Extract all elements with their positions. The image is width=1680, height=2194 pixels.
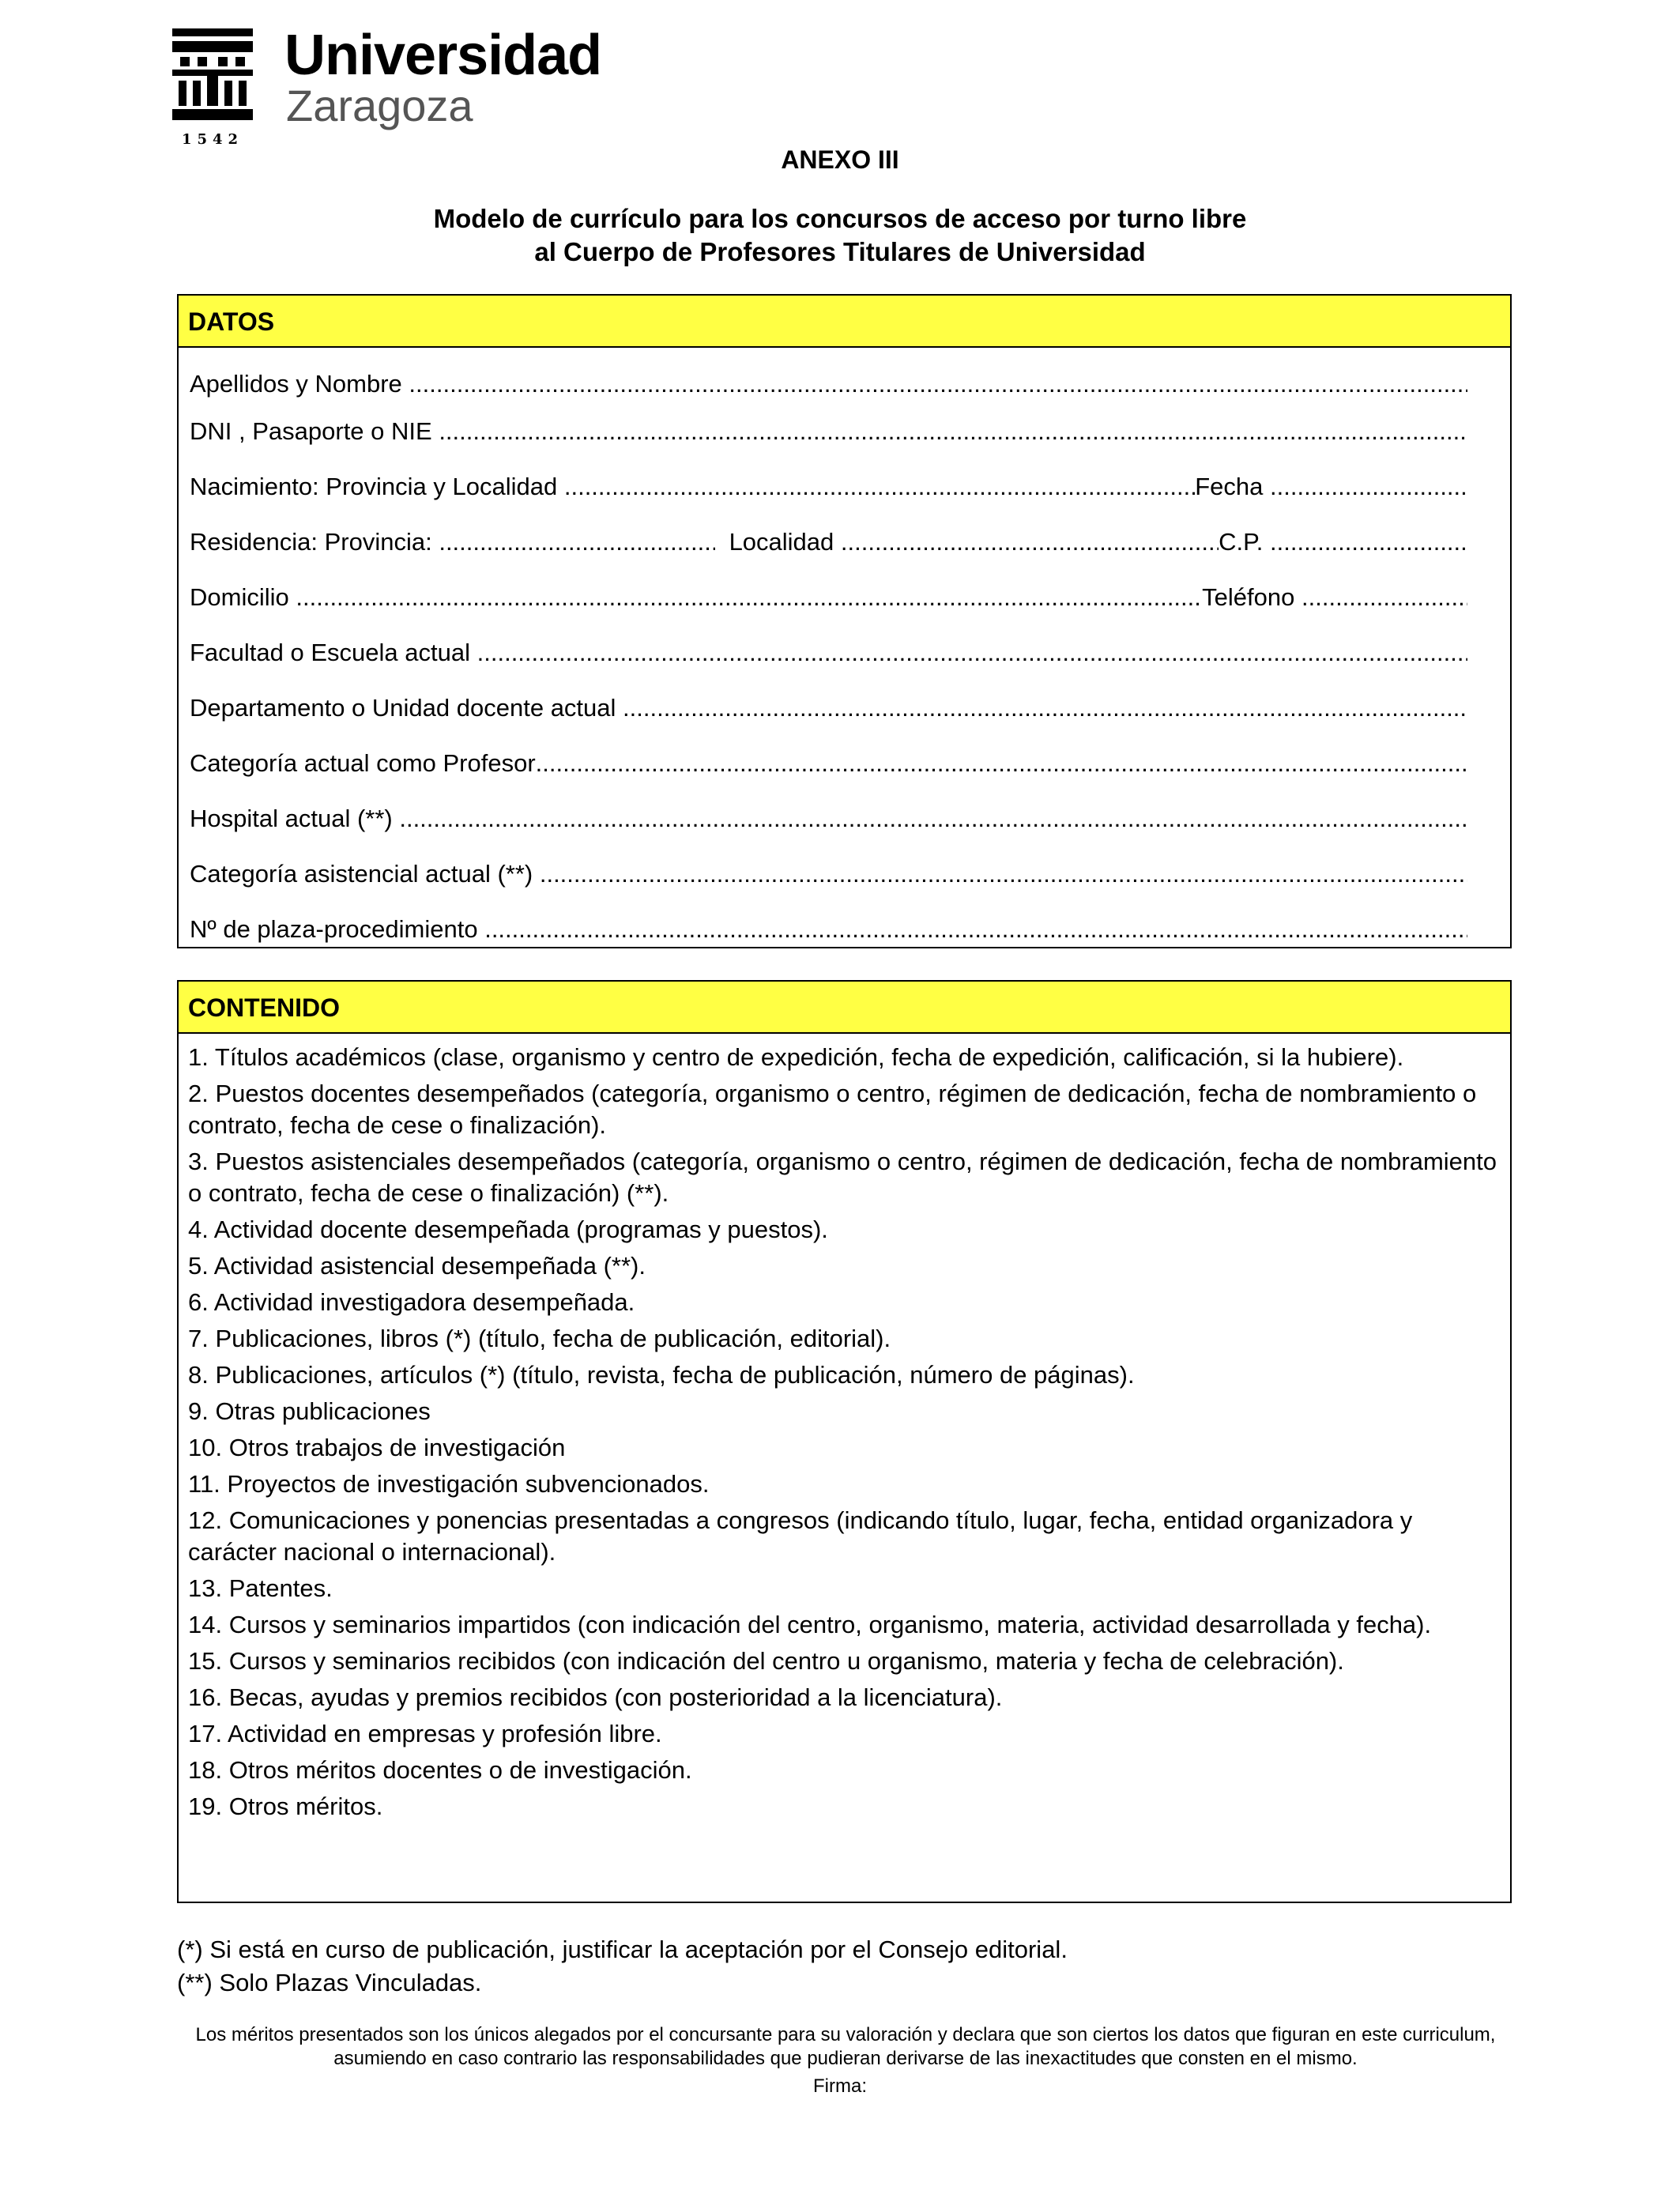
field-hospital[interactable] [190, 803, 1467, 835]
field-label: Domicilio [190, 583, 289, 611]
field-categoria[interactable] [190, 748, 1467, 779]
contenido-header: CONTENIDO [179, 982, 1510, 1034]
field-label-cp: C.P. [1219, 528, 1264, 556]
fill-line [540, 858, 1467, 890]
field-label: Categoría actual como Profesor [190, 749, 536, 777]
subtitle-line-2: al Cuerpo de Profesores Titulares de Universidad [534, 237, 1146, 266]
field-categoria-asistencial[interactable] [190, 858, 1467, 890]
field-departamento[interactable] [190, 692, 1467, 724]
field-facultad[interactable] [190, 637, 1467, 669]
field-label: Apellidos y Nombre [190, 370, 402, 398]
list-item: 13. Patentes. [188, 1574, 333, 1602]
datos-header: DATOS [179, 296, 1510, 348]
fill-line [439, 526, 715, 558]
field-label: Facultad o Escuela actual [190, 639, 470, 666]
field-label: Residencia: Provincia: [190, 528, 432, 556]
field-label: Nº de plaza-procedimiento [190, 915, 478, 943]
disclaimer: Los méritos presentados son los únicos alegados por el concursante para su valoración y declara que son ciertos los datos que figuran en este curriculum, asumiendo en caso contrario las responsabilidades que pudieran derivarse de las inexactitudes que consten en el mismo. [195, 2024, 1496, 2069]
list-item: 2. Puestos docentes desempeñados (categoría, organismo o centro, régimen de dedicación, fecha de nombramiento o contrato, fecha de cese o finalización). [188, 1080, 1477, 1139]
logo-name: Universidad [284, 24, 602, 87]
list-item: 14. Cursos y seminarios impartidos (con indicación del centro, organismo, materia, actividad desarrollada y fecha). [188, 1611, 1432, 1638]
list-item: 1. Títulos académicos (clase, organismo y centro de expedición, fecha de expedición, calificación, si la hubiere). [188, 1043, 1404, 1071]
field-label-fecha: Fecha [1195, 473, 1264, 500]
field-label-telefono: Teléfono [1202, 583, 1295, 611]
list-item: 7. Publicaciones, libros (*) (título, fecha de publicación, editorial). [188, 1325, 891, 1352]
list-item: 12. Comunicaciones y ponencias presentadas a congresos (indicando título, lugar, fecha, entidad organizadora y carácter nacional o internacional). [188, 1506, 1413, 1566]
list-item: 17. Actividad en empresas y profesión libre. [188, 1720, 662, 1747]
field-plaza[interactable] [190, 914, 1467, 945]
field-nacimiento[interactable] [190, 471, 1467, 503]
fill-line [296, 582, 1202, 613]
fill-line [484, 914, 1467, 945]
fill-line [1270, 526, 1467, 558]
signature-label: Firma: [813, 2075, 867, 2097]
fill-line [1270, 471, 1467, 503]
list-item: 10. Otros trabajos de investigación [188, 1434, 566, 1461]
fill-line [477, 637, 1467, 669]
field-domicilio[interactable] [190, 582, 1467, 613]
logo-year: 1542 [181, 131, 244, 148]
list-item: 3. Puestos asistenciales desempeñados (categoría, organismo o centro, régimen de dedicación, fecha de nombramiento o contrato, fecha de cese o finalización) (**). [188, 1148, 1497, 1207]
annex-title: ANEXO III [781, 145, 899, 174]
field-label: Departamento o Unidad docente actual [190, 694, 616, 722]
list-item: 4. Actividad docente desempeñada (programas y puestos). [188, 1216, 828, 1243]
fill-line [564, 471, 1195, 503]
footnote-publication: (*) Si está en curso de publicación, justificar la aceptación por el Consejo editorial. [177, 1936, 1068, 1963]
field-label-localidad: Localidad [729, 528, 834, 556]
university-logo [169, 24, 612, 150]
fill-line [623, 692, 1467, 724]
field-label: Hospital actual (**) [190, 805, 393, 832]
datos-section [177, 294, 1512, 948]
list-item: 19. Otros méritos. [188, 1793, 383, 1820]
fill-line [409, 368, 1467, 400]
logo-city: Zaragoza [286, 81, 473, 130]
contenido-section [177, 980, 1512, 1903]
fill-line [841, 526, 1219, 558]
field-apellidos-nombre[interactable] [190, 368, 1467, 400]
list-item: 15. Cursos y seminarios recibidos (con indicación del centro u organismo, materia y fecha de celebración). [188, 1647, 1344, 1675]
field-dni[interactable] [190, 416, 1467, 447]
university-emblem-icon [169, 24, 256, 134]
list-item: 16. Becas, ayudas y premios recibidos (con posterioridad a la licenciatura). [188, 1683, 1003, 1711]
list-item: 8. Publicaciones, artículos (*) (título, revista, fecha de publicación, número de páginas). [188, 1361, 1135, 1389]
fill-line [399, 803, 1467, 835]
subtitle-line-1: Modelo de currículo para los concursos de acceso por turno libre [433, 204, 1247, 233]
field-label: Categoría asistencial actual (**) [190, 860, 533, 888]
field-label: Nacimiento: Provincia y Localidad [190, 473, 558, 500]
list-item: 5. Actividad asistencial desempeñada (**). [188, 1252, 646, 1280]
footnotes [177, 1933, 1068, 2000]
document-subtitle [0, 202, 1680, 269]
footnote-vinculadas: (**) Solo Plazas Vinculadas. [177, 1969, 482, 1996]
list-item: 9. Otras publicaciones [188, 1397, 431, 1425]
fill-line [536, 748, 1467, 779]
field-residencia[interactable] [190, 526, 1467, 558]
fill-line [439, 416, 1467, 447]
list-item: 6. Actividad investigadora desempeñada. [188, 1288, 635, 1316]
fill-line [1301, 582, 1467, 613]
list-item: 11. Proyectos de investigación subvencionados. [188, 1470, 710, 1498]
list-item: 18. Otros méritos docentes o de investigación. [188, 1756, 692, 1784]
contenido-list [179, 1034, 1510, 1823]
field-label: DNI , Pasaporte o NIE [190, 417, 432, 445]
